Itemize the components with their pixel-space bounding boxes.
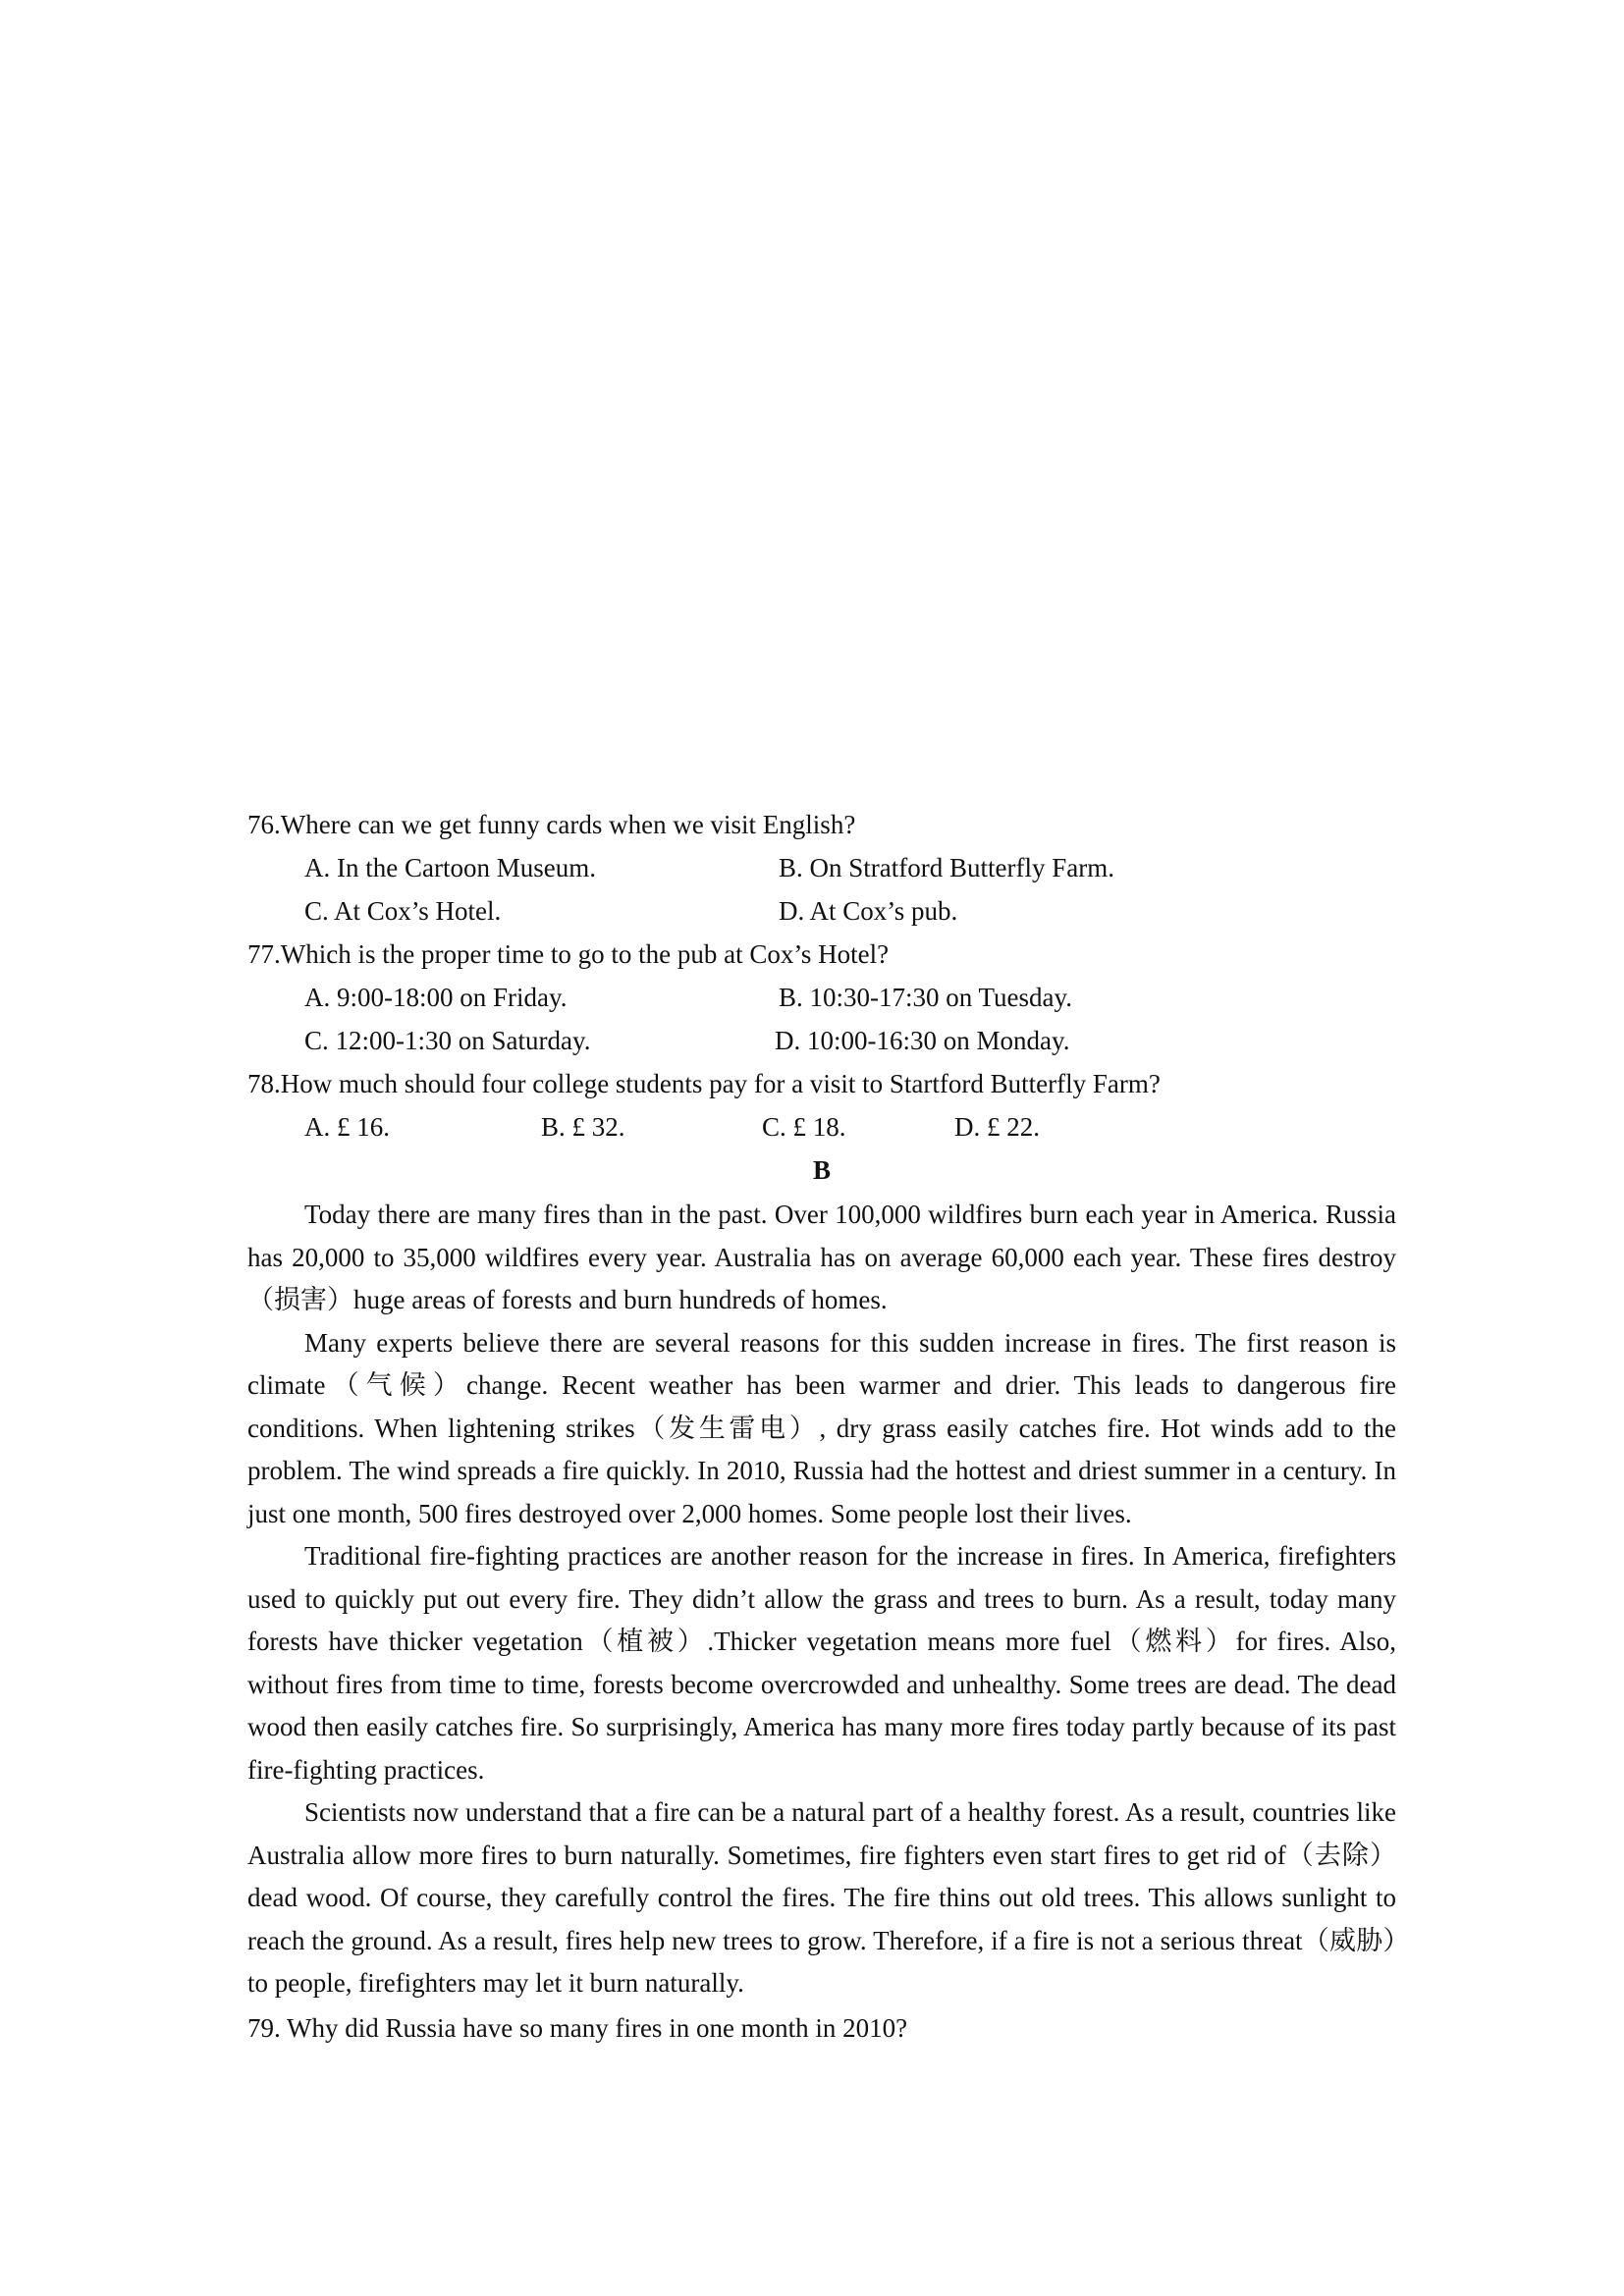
exam-page [247, 803, 1396, 2049]
question-76-options-row-2 [247, 889, 1396, 933]
passage-paragraph-1: Today there are many fires than in the past. Over 100,000 wildfires burn each year in America. Russia has 20,000 to 35,000 wildfires every year. Australia has on average 60,000 each year. These fires destroy（损害）huge areas of forests and burn hundreds of homes. [247, 1200, 1396, 1314]
question-77-option-a: A. 9:00-18:00 on Friday. [304, 983, 568, 1012]
question-78-option-d: D. £ 22. [954, 1112, 1040, 1142]
question-77-option-c: C. 12:00-1:30 on Saturday. [304, 1026, 591, 1055]
question-77-options-row-1 [247, 976, 1396, 1019]
passage-paragraph-3: Traditional fire-fighting practices are another reason for the increase in fires. In America, firefighters used to quickly put out every fire. They didn’t allow the grass and trees to burn. As a result, today many forests have thicker vegetation（植被）.Thicker vegetation means more fuel（燃料）for fires. Also, without fires from time to time, forests become overcrowded and unhealthy. Some trees are dead. The dead wood then easily catches fire. So surprisingly, America has many more fires today partly because of its past fire-fighting practices. [247, 1541, 1396, 1785]
question-78-option-a: A. £ 16. [304, 1112, 390, 1142]
question-76-option-a: A. In the Cartoon Museum. [304, 853, 596, 882]
question-77-option-d: D. 10:00-16:30 on Monday. [775, 1026, 1070, 1055]
question-76-option-b: B. On Stratford Butterfly Farm. [779, 853, 1114, 882]
question-78-stem: 78.How much should four college students pay for a visit to Startford Butterfly Farm? [247, 1069, 1161, 1098]
question-78-option-c: C. £ 18. [762, 1112, 846, 1142]
passage-paragraph-4: Scientists now understand that a fire can be a natural part of a healthy forest. As a result, countries like Australia allow more fires to burn naturally. Sometimes, fire fighters even start fires to get rid of（去除）dead wood. Of course, they carefully control the fires. The fire thins out old trees. This allows sunlight to reach the ground. As a result, fires help new trees to grow. Therefore, if a fire is not a serious threat（威胁）to people, firefighters may let it burn naturally. [247, 1797, 1396, 1998]
question-78-option-b: B. £ 32. [541, 1112, 625, 1142]
section-b-title: B [812, 1155, 831, 1185]
question-77-stem: 77.Which is the proper time to go to the pub at Cox’s Hotel? [247, 939, 890, 969]
question-77-options-row-2 [247, 1019, 1396, 1062]
question-79-stem: 79. Why did Russia have so many fires in one month in 2010? [247, 2012, 908, 2043]
question-76-option-d: D. At Cox’s pub. [779, 896, 958, 926]
question-76-options-row-1 [247, 846, 1396, 889]
question-76-option-c: C. At Cox’s Hotel. [304, 896, 502, 926]
question-76-stem: 76.Where can we get funny cards when we visit English? [247, 810, 856, 839]
passage-paragraph-2: Many experts believe there are several reasons for this sudden increase in fires. The first reason is climate（气候）change. Recent weather has been warmer and drier. This leads to dangerous fire conditions. When lightening strikes（发生雷电）, dry grass easily catches fire. Hot winds add to the problem. The wind spreads a fire quickly. In 2010, Russia had the hottest and driest summer in a century. In just one month, 500 fires destroyed over 2,000 homes. Some people lost their lives. [247, 1327, 1396, 1528]
question-77-option-b: B. 10:30-17:30 on Tuesday. [779, 983, 1073, 1012]
question-78-options-row [247, 1105, 1396, 1148]
